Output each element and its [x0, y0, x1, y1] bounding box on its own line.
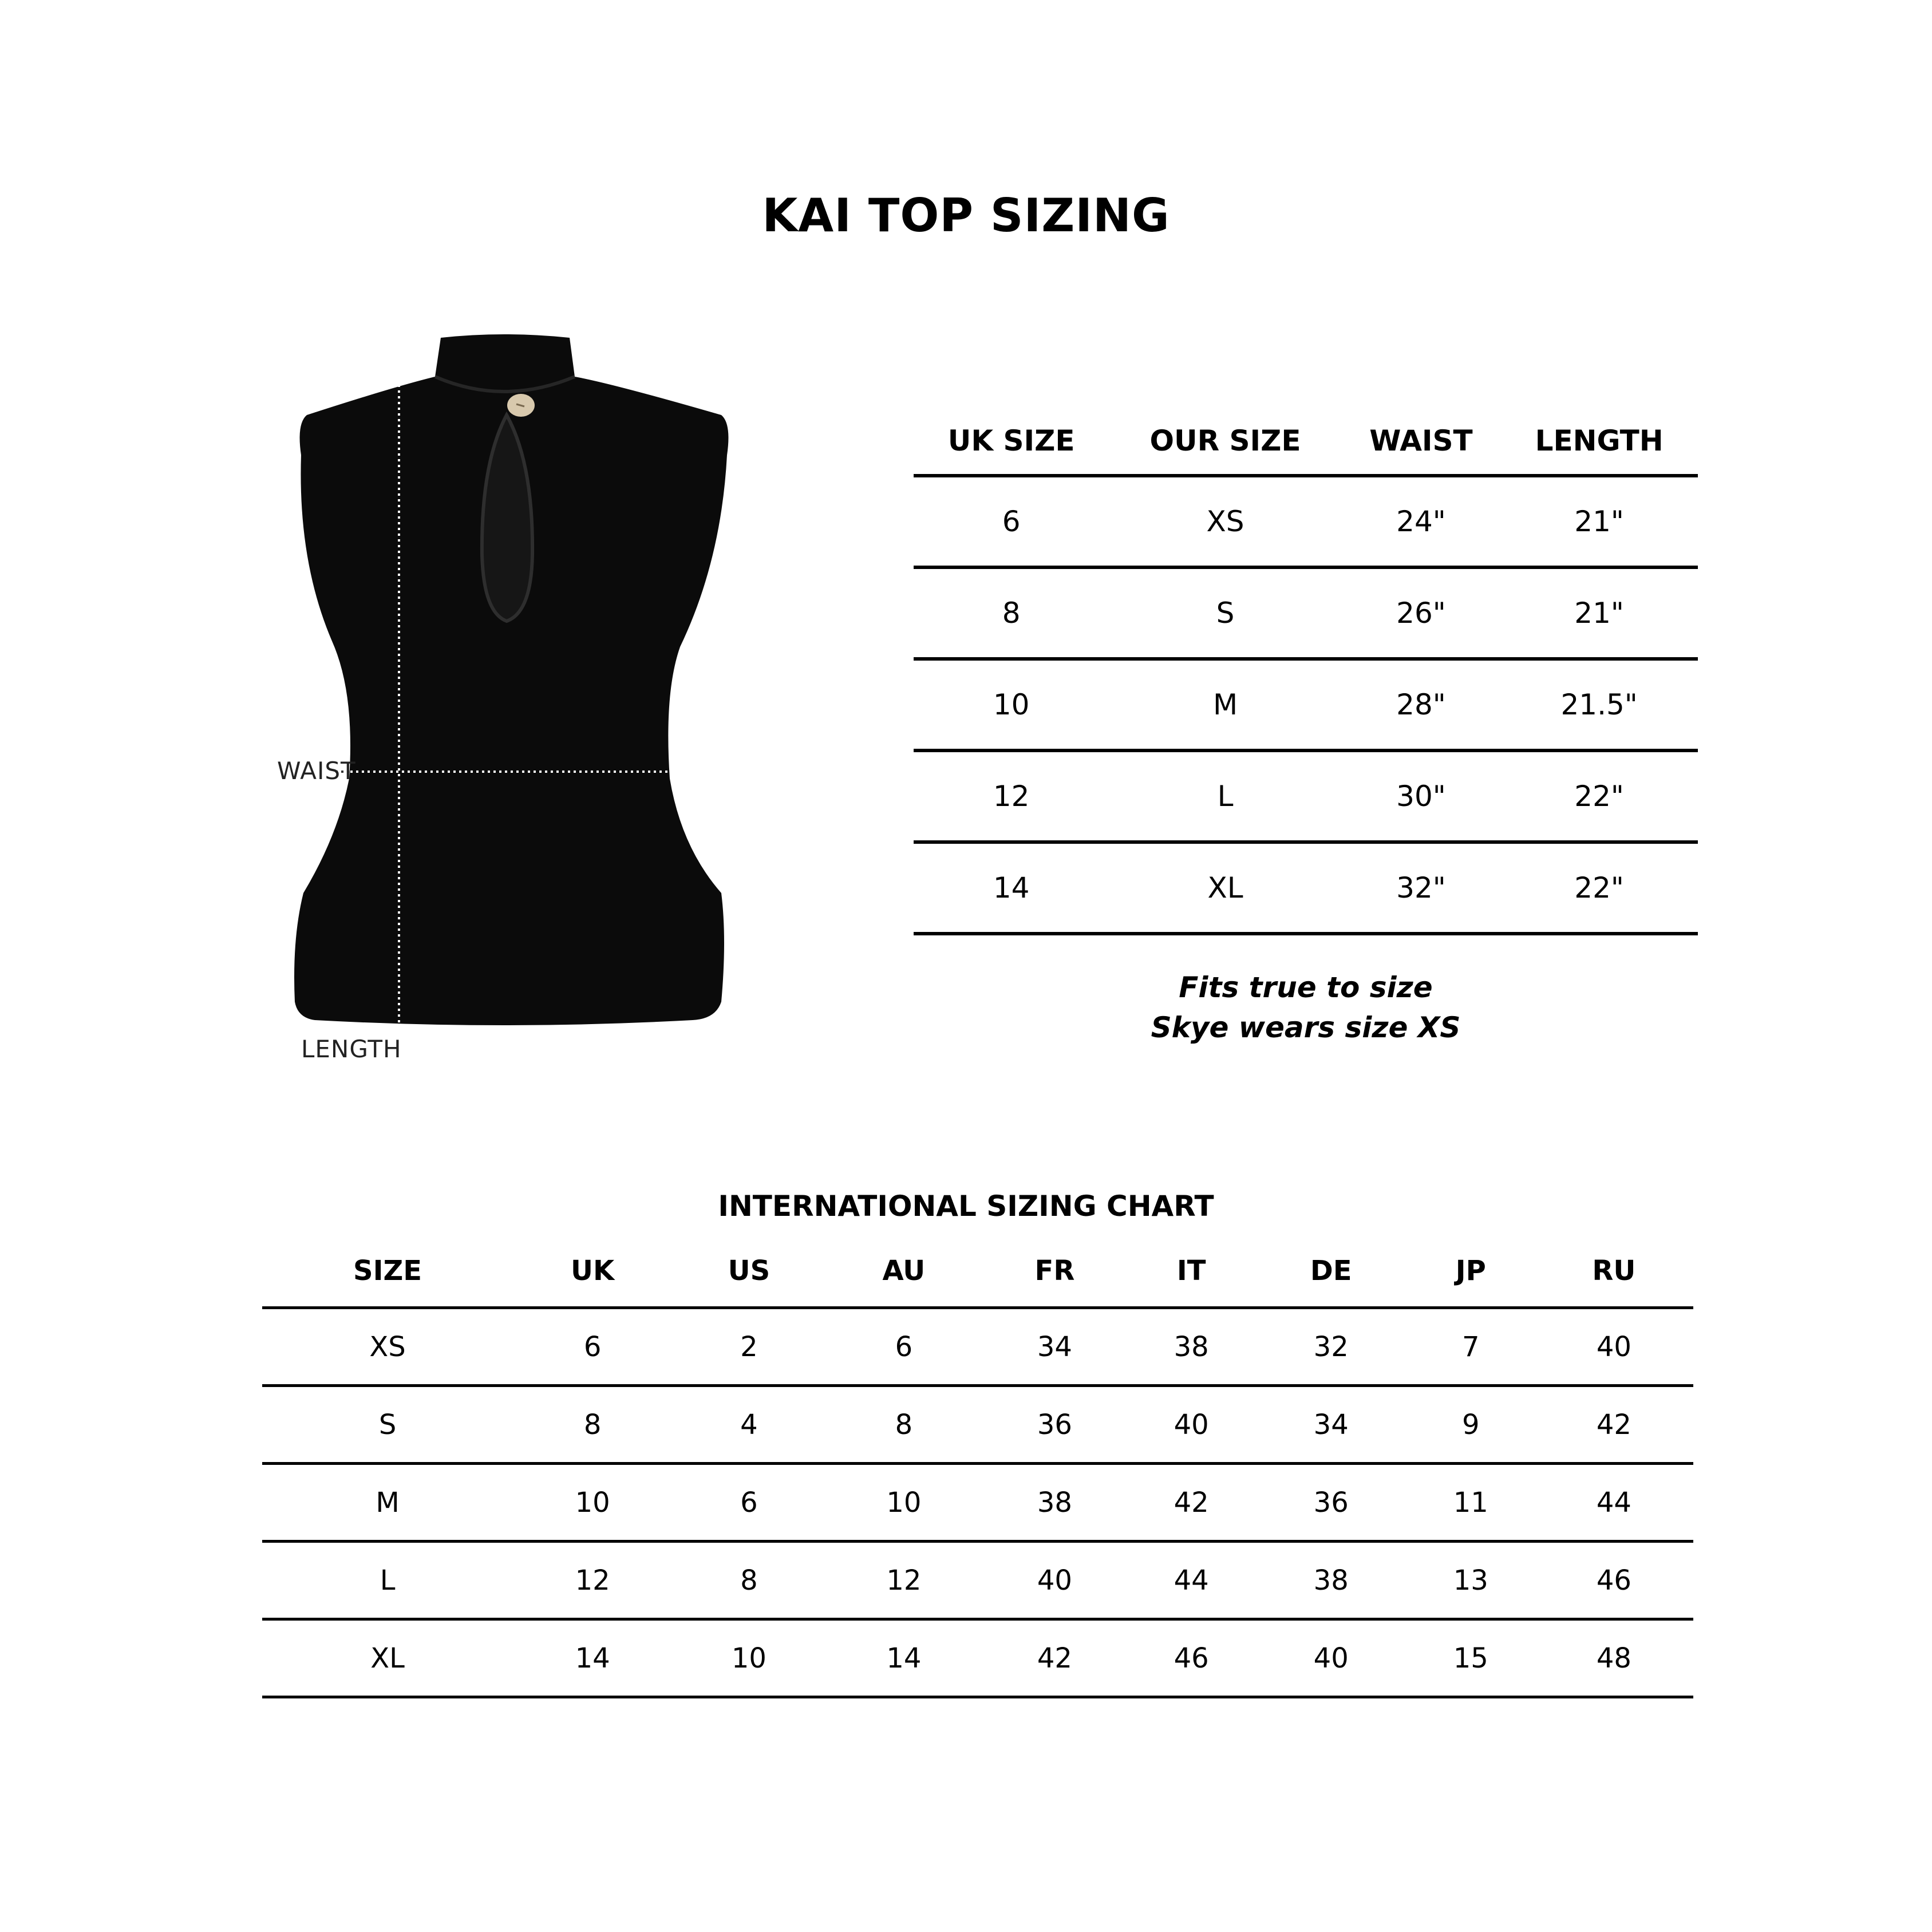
table-cell: L — [262, 1542, 513, 1619]
table-row — [914, 842, 1698, 934]
table-cell: 10 — [513, 1464, 672, 1542]
table-cell: 2 — [672, 1308, 825, 1386]
table-cell: 30" — [1342, 750, 1501, 842]
table-cell: 22" — [1500, 842, 1698, 934]
table-cell: 14 — [826, 1619, 982, 1697]
table-cell: 22" — [1500, 750, 1698, 842]
table-cell: 21" — [1500, 567, 1698, 659]
table-cell: 8 — [914, 567, 1109, 659]
table-cell: 10 — [914, 659, 1109, 750]
table-cell: 6 — [672, 1464, 825, 1542]
table-cell: 12 — [513, 1542, 672, 1619]
table-cell: L — [1109, 750, 1341, 842]
table-cell: 36 — [1255, 1464, 1407, 1542]
table-cell: 46 — [1128, 1619, 1255, 1697]
header-it: IT — [1128, 1235, 1255, 1308]
header-us: US — [672, 1235, 825, 1308]
table-cell: 32" — [1342, 842, 1501, 934]
table-cell: 42 — [1128, 1464, 1255, 1542]
international-sizing-table — [262, 1235, 1693, 1698]
table-cell: 42 — [982, 1619, 1128, 1697]
intl-chart-title: INTERNATIONAL SIZING CHART — [718, 1190, 1214, 1223]
table-cell: 8 — [826, 1386, 982, 1464]
table-cell: S — [262, 1386, 513, 1464]
table-cell: 10 — [672, 1619, 825, 1697]
table-cell: 6 — [826, 1308, 982, 1386]
header-uk-size: UK SIZE — [914, 408, 1109, 476]
table-cell: 8 — [672, 1542, 825, 1619]
table-row — [262, 1308, 1693, 1386]
table-cell: 11 — [1407, 1464, 1535, 1542]
table-cell: 38 — [1128, 1308, 1255, 1386]
table-row — [914, 476, 1698, 567]
table-cell: XL — [1109, 842, 1341, 934]
fit-notes — [914, 967, 1698, 1048]
table-cell: 9 — [1407, 1386, 1535, 1464]
table-cell: 21.5" — [1500, 659, 1698, 750]
header-de: DE — [1255, 1235, 1407, 1308]
table-row — [262, 1542, 1693, 1619]
table-cell: 32 — [1255, 1308, 1407, 1386]
table-cell: 44 — [1535, 1464, 1693, 1542]
header-waist: WAIST — [1342, 408, 1501, 476]
table-cell: 34 — [982, 1308, 1128, 1386]
page-title: KAI TOP SIZING — [762, 189, 1170, 242]
size-table-header-row — [914, 408, 1698, 476]
header-au: AU — [826, 1235, 982, 1308]
table-cell: 40 — [1255, 1619, 1407, 1697]
table-cell: 44 — [1128, 1542, 1255, 1619]
table-row — [262, 1619, 1693, 1697]
table-cell: 34 — [1255, 1386, 1407, 1464]
length-label: LENGTH — [301, 1035, 402, 1063]
table-cell: 46 — [1535, 1542, 1693, 1619]
table-row — [914, 659, 1698, 750]
table-row — [262, 1464, 1693, 1542]
header-fr: FR — [982, 1235, 1128, 1308]
header-jp: JP — [1407, 1235, 1535, 1308]
table-cell: 6 — [513, 1308, 672, 1386]
size-table — [914, 408, 1698, 935]
table-cell: 10 — [826, 1464, 982, 1542]
table-cell: 13 — [1407, 1542, 1535, 1619]
table-row — [262, 1386, 1693, 1464]
waist-label: WAIST — [277, 757, 356, 785]
table-cell: 28" — [1342, 659, 1501, 750]
table-cell: XL — [262, 1619, 513, 1697]
table-cell: 7 — [1407, 1308, 1535, 1386]
table-cell: 36 — [982, 1386, 1128, 1464]
table-cell: 14 — [513, 1619, 672, 1697]
fit-note-line: Fits true to size — [1179, 971, 1433, 1004]
table-cell: 24" — [1342, 476, 1501, 567]
header-size: SIZE — [262, 1235, 513, 1308]
table-cell: 40 — [1128, 1386, 1255, 1464]
table-cell: 38 — [982, 1464, 1128, 1542]
sleeveless-top-illustration — [269, 321, 738, 1065]
table-cell: 6 — [914, 476, 1109, 567]
intl-header-row — [262, 1235, 1693, 1308]
table-cell: 21" — [1500, 476, 1698, 567]
table-cell: 40 — [1535, 1308, 1693, 1386]
table-cell: M — [1109, 659, 1341, 750]
table-cell: 40 — [982, 1542, 1128, 1619]
table-row — [914, 567, 1698, 659]
header-uk: UK — [513, 1235, 672, 1308]
garment-illustration — [269, 321, 738, 1065]
model-note-line: Skye wears size XS — [1151, 1011, 1461, 1044]
table-cell: XS — [1109, 476, 1341, 567]
table-cell: S — [1109, 567, 1341, 659]
header-ru: RU — [1535, 1235, 1693, 1308]
table-cell: 14 — [914, 842, 1109, 934]
header-our-size: OUR SIZE — [1109, 408, 1341, 476]
table-cell: 48 — [1535, 1619, 1693, 1697]
table-cell: XS — [262, 1308, 513, 1386]
table-cell: M — [262, 1464, 513, 1542]
table-row — [914, 750, 1698, 842]
table-cell: 12 — [826, 1542, 982, 1619]
table-cell: 4 — [672, 1386, 825, 1464]
table-cell: 26" — [1342, 567, 1501, 659]
table-cell: 42 — [1535, 1386, 1693, 1464]
table-cell: 8 — [513, 1386, 672, 1464]
table-cell: 38 — [1255, 1542, 1407, 1619]
table-cell: 12 — [914, 750, 1109, 842]
table-cell: 15 — [1407, 1619, 1535, 1697]
header-length: LENGTH — [1500, 408, 1698, 476]
